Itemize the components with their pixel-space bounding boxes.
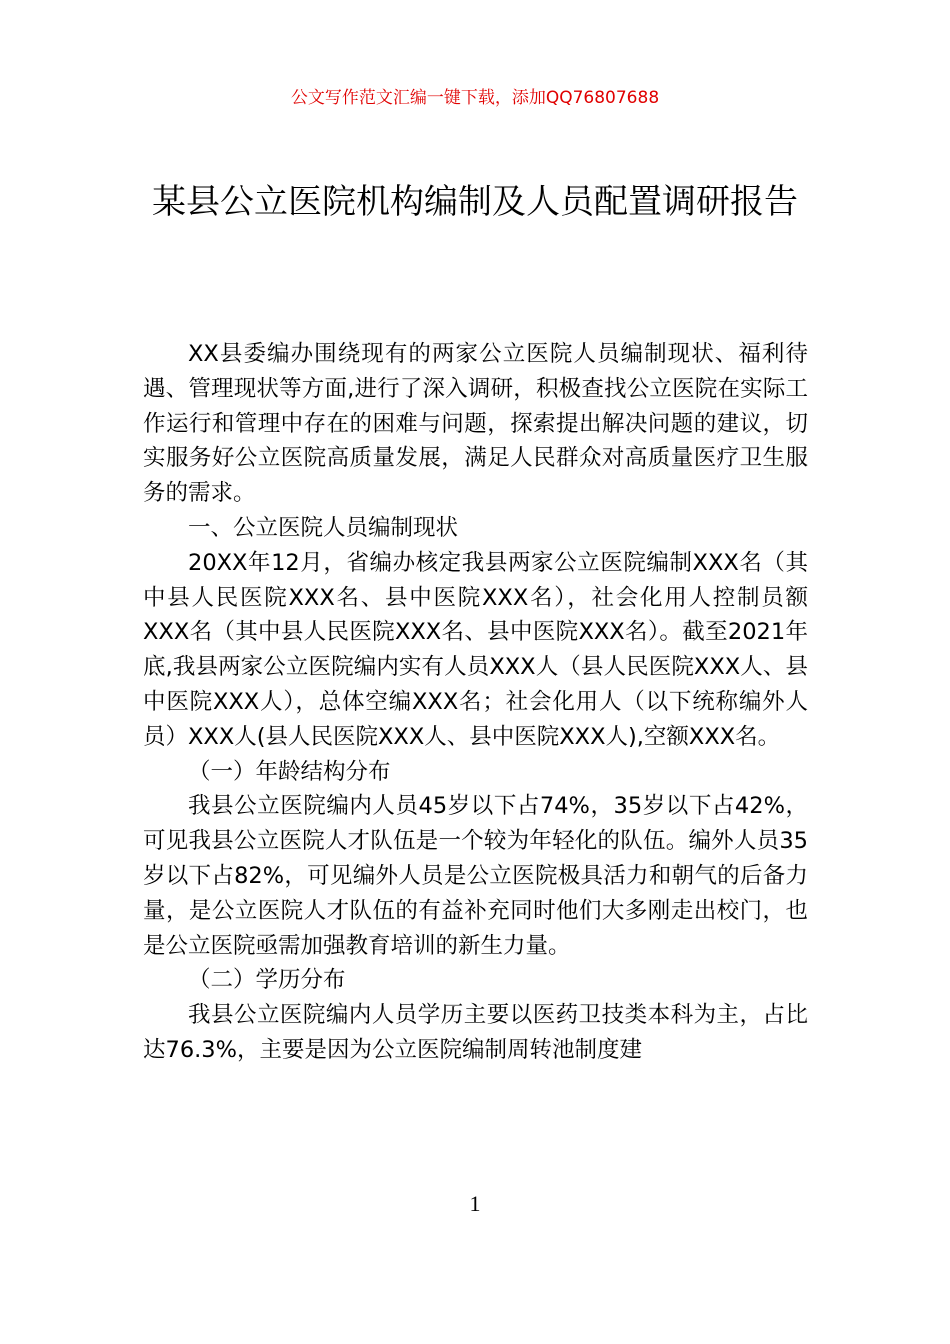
subsection-heading-age: （一）年龄结构分布 xyxy=(188,758,391,785)
section-heading-1: 一、公立医院人员编制现状 xyxy=(188,514,459,541)
paragraph-age: 我县公立医院编内人员45岁以下占74%，35岁以下占42%，可见我县公立医院人才队伍是一个较为年轻化的队伍。编外人员35岁以下占82%，可见编外人员是公立医院极具活力和朝气的后备力量，是公立医院人才队伍的有益补充同时他们大多刚走出校门，也是公立医院亟需加强教育培训的新生力量。 xyxy=(143,793,808,959)
promo-banner: 公文写作范文汇编一键下载，添加QQ76807688 xyxy=(290,88,660,108)
page-number: 1 xyxy=(469,1191,481,1216)
document-title: 某县公立医院机构编制及人员配置调研报告 xyxy=(152,182,798,222)
paragraph-education: 我县公立医院编内人员学历主要以医药卫技类本科为主，占比达76.3%，主要是因为公立医院编制周转池制度建 xyxy=(143,1002,808,1063)
subsection-heading-education: （二）学历分布 xyxy=(188,967,346,994)
paragraph-intro: XX县委编办围绕现有的两家公立医院人员编制现状、福利待遇、管理现状等方面,进行了深入调研，积极查找公立医院在实际工作运行和管理中存在的困难与问题，探索提出解决问题的建议，切实服务好公立医院高质量发展，满足人民群众对高质量医疗卫生服务的需求。 xyxy=(143,341,808,507)
paragraph-staffing: 20XX年12月，省编办核定我县两家公立医院编制XXX名（其中县人民医院XXX名、县中医院XXX名），社会化用人控制员额XXX名（其中县人民医院XXX名、县中医院XXX名）。截至2021年底,我县两家公立医院编内实有人员XXX人（县人民医院XXX人、县中医院XXX人），总体空编XXX名；社会化用人（以下统称编外人员）XXX人(县人民医院XXX人、县中医院XXX人),空额XXX名。 xyxy=(143,549,808,750)
document-body xyxy=(143,337,808,1068)
